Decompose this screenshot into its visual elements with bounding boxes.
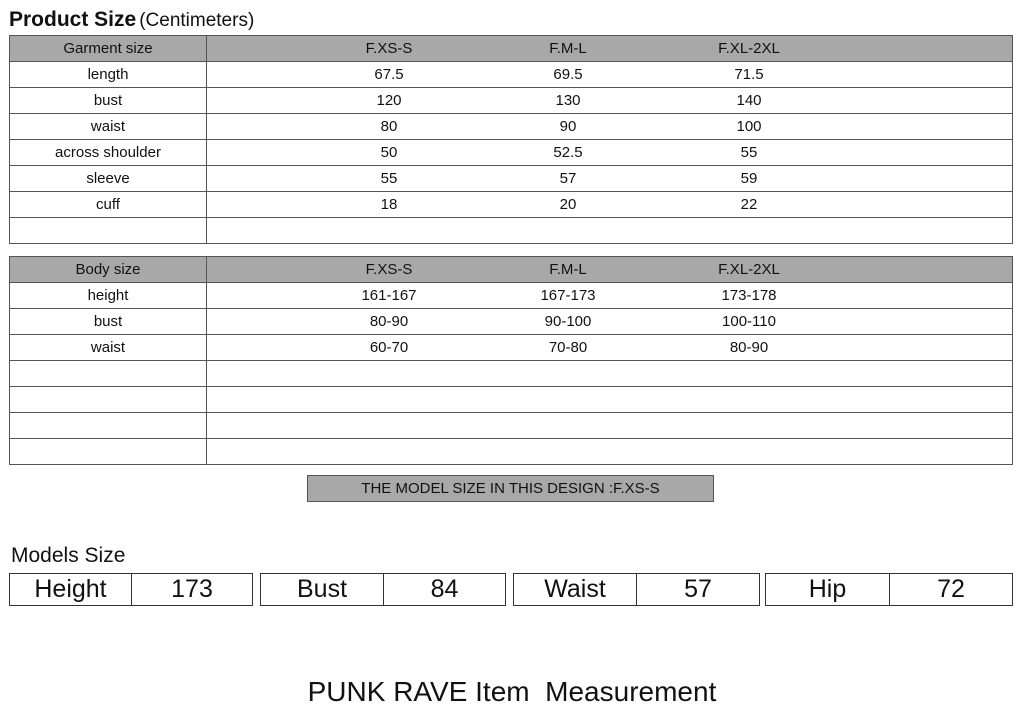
table-row-empty [10, 413, 1013, 439]
table-cell: 161-167 [361, 287, 417, 304]
table-cell: 80-90 [369, 313, 409, 330]
body-header-col: F.M-L [549, 261, 587, 278]
table-cell: 18 [380, 196, 398, 213]
table-row [10, 166, 1013, 192]
garment-size-table [9, 35, 1013, 244]
table-row-empty [10, 439, 1013, 465]
row-label: length [10, 62, 207, 88]
row-label [10, 387, 207, 413]
garment-header-col: F.XL-2XL [718, 40, 780, 57]
garment-header-col: F.XS-S [365, 40, 413, 57]
table-cell: 140 [736, 92, 762, 109]
product-size-unit: (Centimeters) [139, 10, 255, 31]
product-size-heading: Product Size [9, 8, 137, 31]
row-label [10, 218, 207, 244]
garment-header-col: F.M-L [549, 40, 587, 57]
product-size-title [9, 7, 254, 34]
row-label: sleeve [10, 166, 207, 192]
row-label: bust [10, 309, 207, 335]
body-header-label: Body size [10, 257, 207, 283]
measure-key: Hip [766, 574, 890, 605]
body-size-table [9, 256, 1013, 465]
table-cell: 100-110 [722, 313, 776, 330]
measure-value: 173 [171, 575, 213, 603]
table-cell: 20 [559, 196, 577, 213]
row-label [10, 413, 207, 439]
table-row [10, 88, 1013, 114]
measure-key: Height [10, 574, 132, 605]
table-cell: 90-100 [544, 313, 592, 330]
measure-key: Waist [514, 574, 637, 605]
table-cell: 60-70 [369, 339, 409, 356]
table-cell: 120 [376, 92, 402, 109]
table-row [10, 309, 1013, 335]
table-row-empty [10, 361, 1013, 387]
table-row [10, 335, 1013, 361]
row-label: waist [10, 114, 207, 140]
row-label: across shoulder [10, 140, 207, 166]
table-cell: 167-173 [540, 287, 596, 304]
table-cell: 57 [559, 170, 577, 187]
footer-caption: PUNK RAVE Item Measurement [307, 676, 717, 707]
table-row-empty [10, 218, 1013, 244]
table-row [10, 283, 1013, 309]
table-row [10, 192, 1013, 218]
table-cell: 52.5 [553, 144, 583, 161]
table-cell: 90 [559, 118, 577, 135]
table-cell: 22 [740, 196, 758, 213]
table-row-empty [10, 387, 1013, 413]
body-header-col: F.XL-2XL [718, 261, 780, 278]
table-cell: 70-80 [548, 339, 588, 356]
table-cell: 55 [380, 170, 398, 187]
row-label: bust [10, 88, 207, 114]
table-cell: 71.5 [734, 66, 764, 83]
table-cell: 130 [555, 92, 581, 109]
table-cell: 100 [736, 118, 762, 135]
table-cell: 69.5 [553, 66, 583, 83]
model-measure-bust [260, 573, 506, 606]
row-label: height [10, 283, 207, 309]
garment-header-row [10, 36, 1013, 62]
row-label: cuff [10, 192, 207, 218]
table-cell: 80-90 [729, 339, 769, 356]
table-cell: 67.5 [374, 66, 404, 83]
row-label [10, 361, 207, 387]
measure-value: 57 [684, 575, 712, 603]
table-cell: 55 [740, 144, 758, 161]
row-label [10, 439, 207, 465]
body-header-col: F.XS-S [365, 261, 413, 278]
table-cell: 59 [740, 170, 758, 187]
models-size-title: Models Size [11, 544, 126, 567]
table-row [10, 114, 1013, 140]
model-measure-waist [513, 573, 760, 606]
table-row [10, 62, 1013, 88]
table-cell: 173-178 [721, 287, 777, 304]
table-row [10, 140, 1013, 166]
measure-key: Bust [261, 574, 384, 605]
row-label: waist [10, 335, 207, 361]
garment-header-label: Garment size [10, 36, 207, 62]
model-size-note: THE MODEL SIZE IN THIS DESIGN :F.XS-S [307, 475, 714, 502]
table-cell: 80 [380, 118, 398, 135]
measure-value: 84 [430, 575, 459, 603]
table-cell: 50 [380, 144, 398, 161]
body-header-row [10, 257, 1013, 283]
measure-value: 72 [937, 575, 965, 603]
model-measure-height [9, 573, 253, 606]
model-measure-hip [765, 573, 1013, 606]
